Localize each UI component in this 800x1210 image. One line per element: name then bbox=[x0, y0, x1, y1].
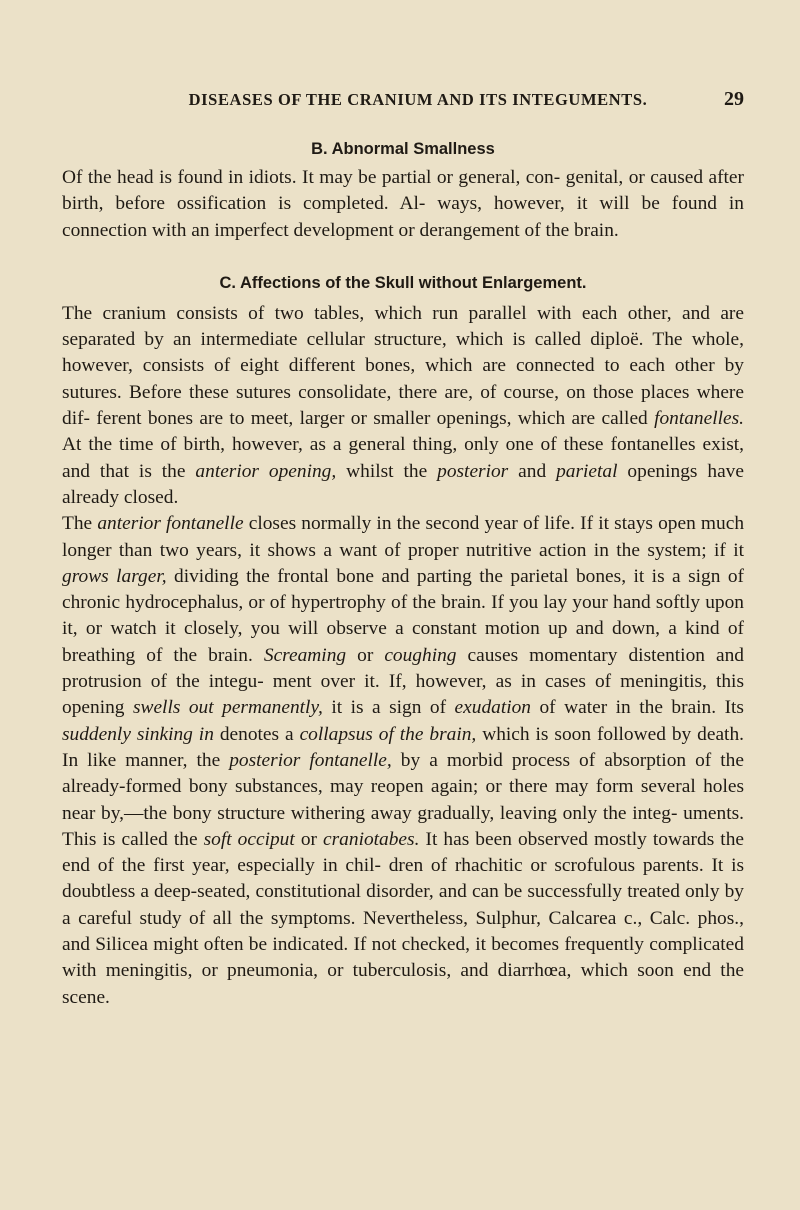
italic-run: collapsus of the brain, bbox=[299, 723, 477, 745]
italic-run: fontanelles. bbox=[654, 408, 744, 430]
italic-run: anterior opening, bbox=[195, 460, 337, 482]
section-c-heading: C. Affections of the Skull without Enlargement. bbox=[219, 273, 587, 292]
italic-run: soft occiput bbox=[203, 828, 295, 850]
italic-run: coughing bbox=[384, 644, 457, 666]
section-c-paragraph-2: The anterior fontanelle closes normally in the second year of life. If it stays open much longer than two years, it shows a want of proper nutritive action in the system; if it grows larger, dividing the frontal bone and parting the parietal bones, it is a sign of chronic hydrocephalus, or of hypertrophy of the brain. If you lay your hand softly upon it, or watch it closely, you will observe a constant motion up and down, a kind of breathing of the brain. Screaming or coughing causes momentary distention and protrusion of the integu- ment over it. If, however, as in cases of meningitis, this opening swells out permanently, it is a sign of exudation of water in the brain. Its suddenly sinking in denotes a collapsus of the brain, which is soon followed by death. In like manner, the posterior fontanelle, by a morbid process of absorption of the already-formed bony substances, may reopen again; or there may form several holes near by,—the bony structure withering away gradually, leaving only the integ- uments. This is called the soft occiput or craniotabes. It has been observed mostly towards the end of the first year, especially in chil- dren of rhachitic or scrofulous parents. It is doubtless a deep-seated, constitutional disorder, and can be successfully treated only by a careful study of all the symptoms. Nevertheless, Sulphur, Calcarea c., Calc. phos., and Silicea might often be indicated. If not checked, it becomes frequently complicated with meningitis, or pneumonia, or tuberculosis, and diarrhœa, which soon end the scene. bbox=[62, 513, 745, 1008]
italic-run: posterior bbox=[437, 460, 509, 482]
italic-run: grows larger, bbox=[62, 565, 167, 587]
italic-run: exudation bbox=[454, 697, 531, 719]
section-b-heading: B. Abnormal Smallness bbox=[311, 140, 495, 158]
page-number: 29 bbox=[724, 88, 744, 110]
italic-run: Screaming bbox=[263, 644, 347, 666]
italic-run: parietal bbox=[556, 460, 618, 482]
running-head bbox=[62, 88, 744, 118]
section-c-paragraph-1: The cranium consists of two tables, which run parallel with each other, and are separated by an intermediate cellular structure, which is called diploë. The whole, however, consists of eight different bones, which are connected to each other by sutures. Before these sutures consolidate, there are, of course, on those places where dif- ferent bones are to meet, larger or smaller openings, which are called fontanelles. At the time of birth, however, as a general thing, only one of these fontanelles exist, and that is the anterior opening, whilst the posterior and parietal openings have already closed. bbox=[62, 302, 744, 508]
italic-run: suddenly sinking in bbox=[62, 723, 214, 745]
italic-run: posterior fontanelle, bbox=[229, 749, 392, 771]
italic-run: craniotabes. bbox=[323, 828, 420, 850]
italic-run: anterior fontanelle bbox=[97, 513, 244, 535]
italic-run: swells out permanently, bbox=[132, 697, 323, 719]
running-head-title: DISEASES OF THE CRANIUM AND ITS INTEGUMENTS. bbox=[188, 90, 648, 109]
section-b-paragraph: Of the head is found in idiots. It may be partial or general, con- genital, or caused after birth, before ossification is completed. Al- ways, however, it will be found in connection with an imperfect development or derangement of the brain. bbox=[62, 167, 744, 241]
